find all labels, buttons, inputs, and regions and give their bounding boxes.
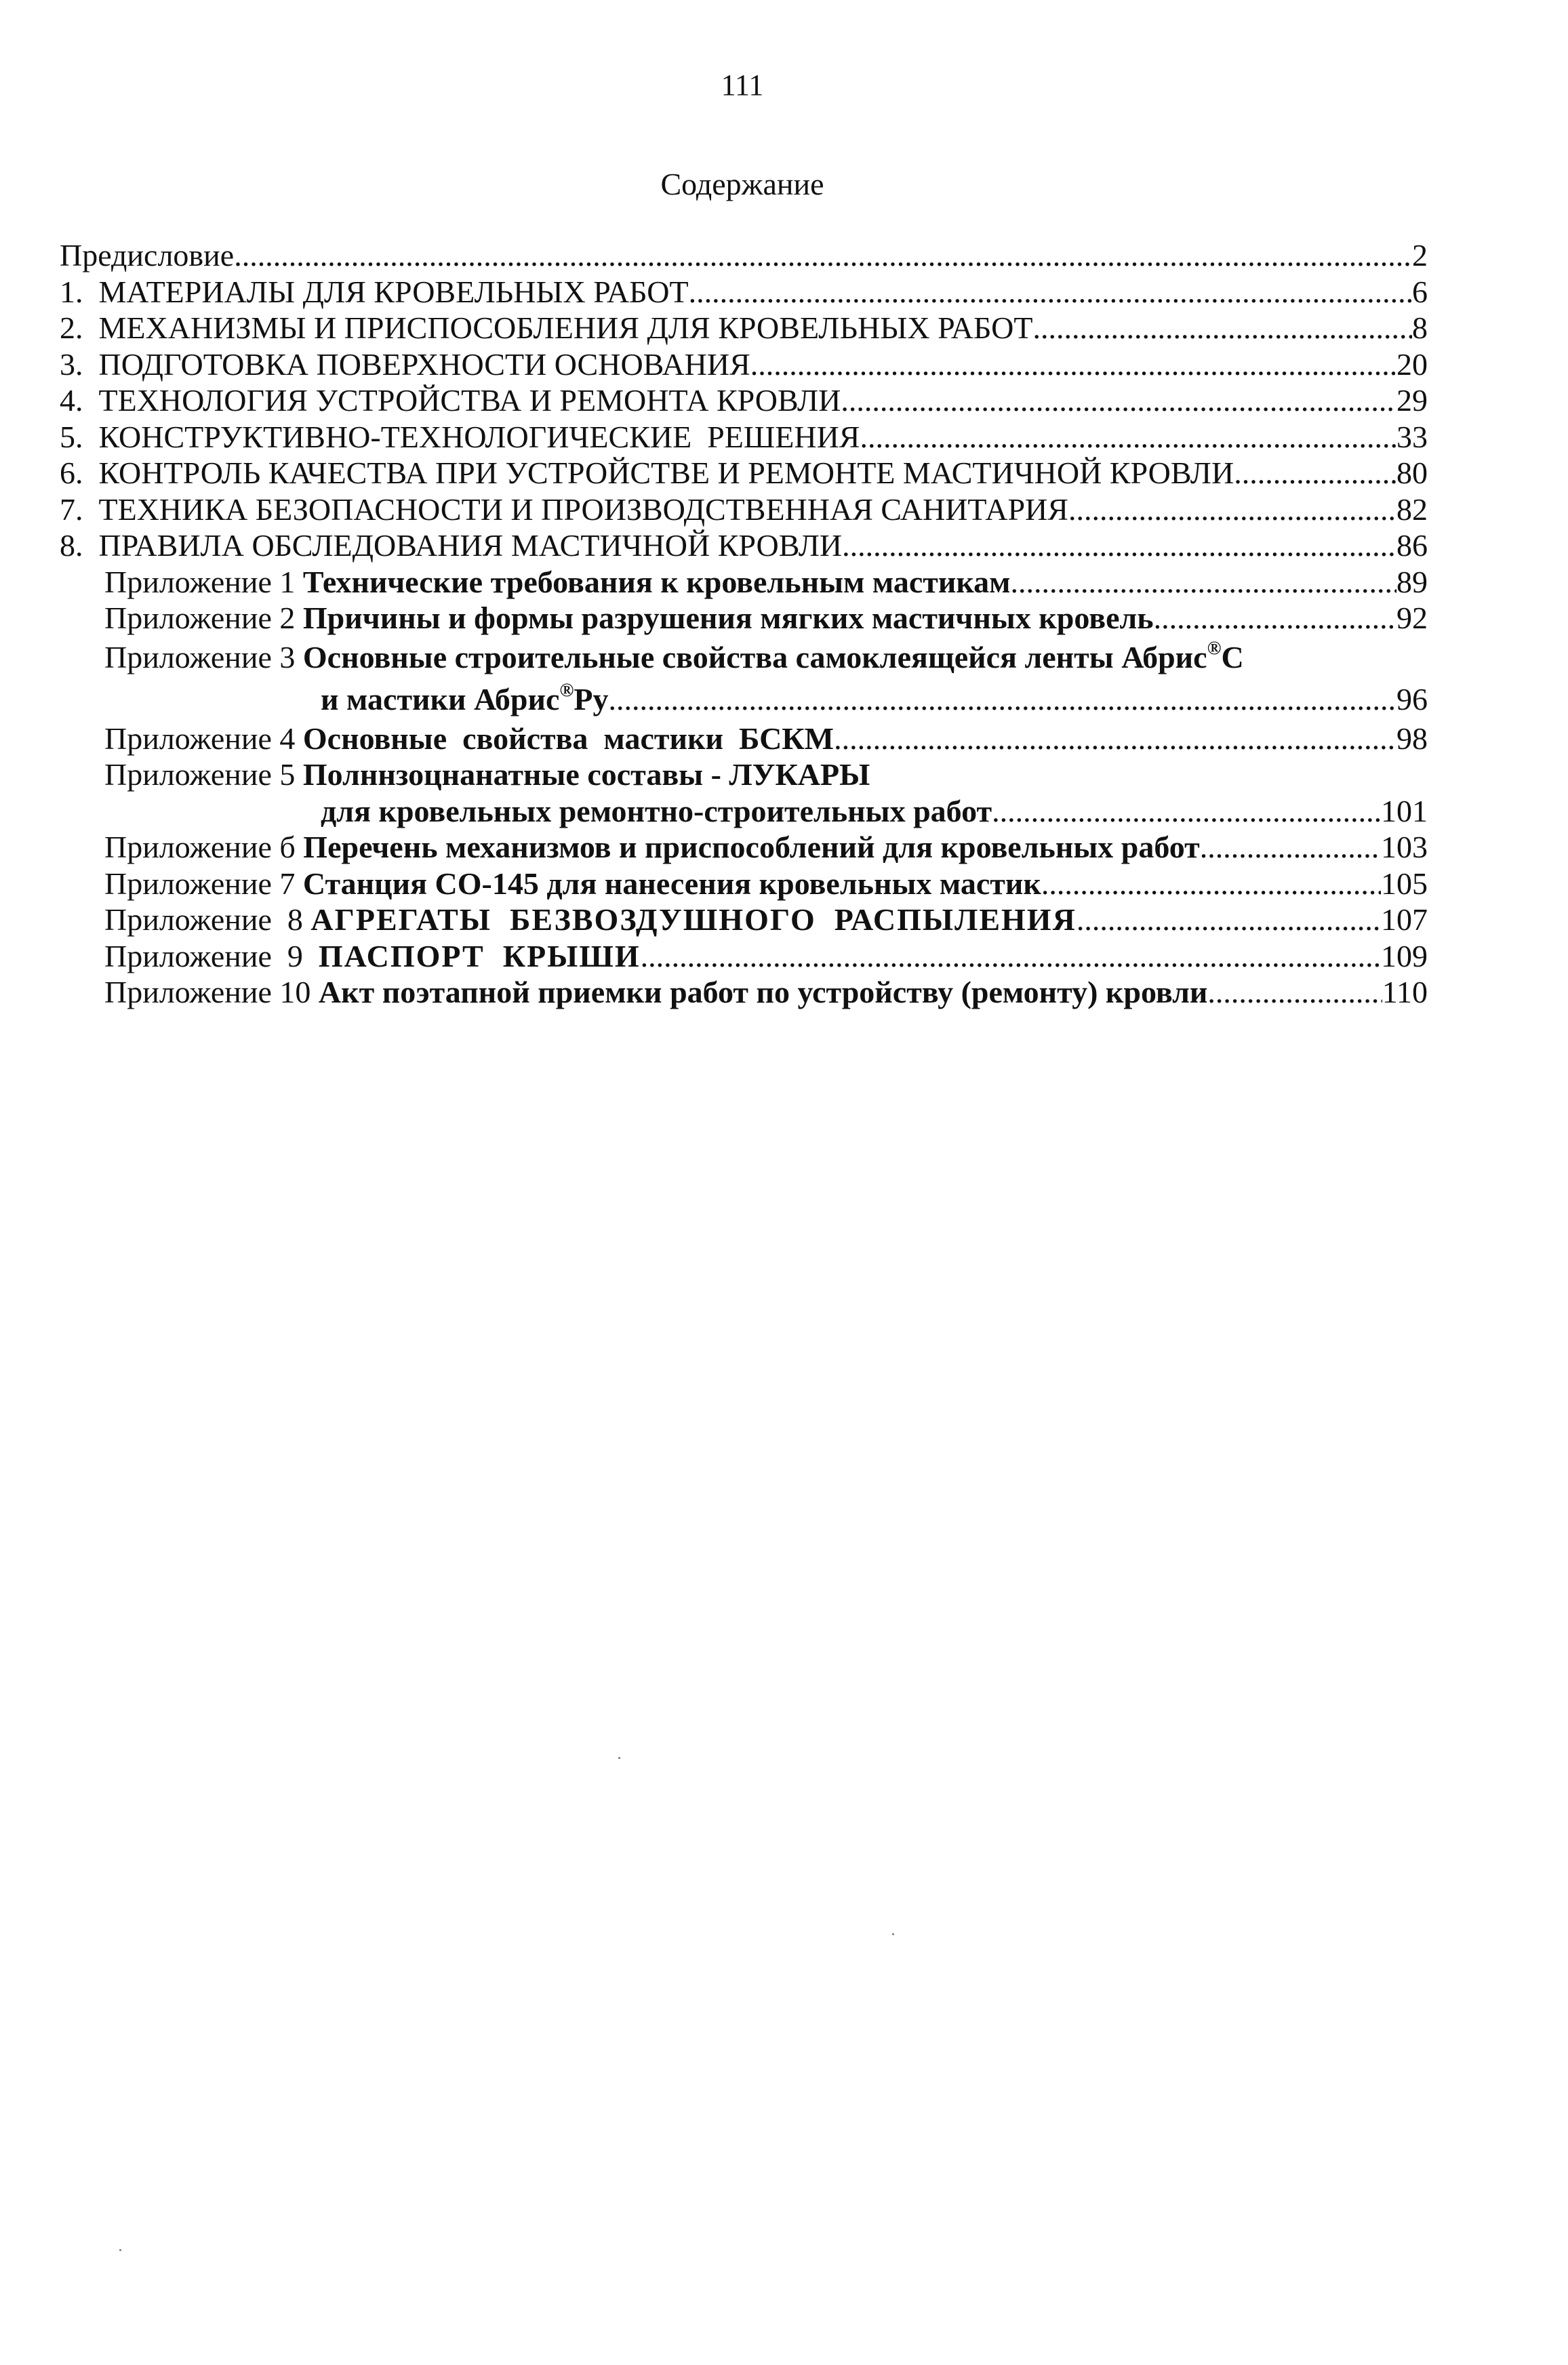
dot-leader	[1032, 310, 1412, 346]
dot-leader	[689, 274, 1412, 310]
appendix-title: Основные свойства мастики БСКМ	[302, 721, 835, 756]
toc-entry-label: ПОДГОТОВКА ПОВЕРХНОСТИ ОСНОВАНИЯ	[98, 346, 750, 382]
table-of-contents	[60, 237, 1428, 1011]
toc-entry-page: 101	[1381, 793, 1428, 828]
toc-entry-section-7[interactable]	[60, 491, 1428, 528]
toc-entry-appendix-8[interactable]	[60, 902, 1428, 938]
toc-entry-section-6[interactable]	[60, 455, 1428, 491]
toc-entry-label: Предисловие	[60, 238, 235, 272]
toc-entry-page: 20	[1396, 346, 1428, 382]
toc-entry-section-3[interactable]	[60, 346, 1428, 383]
toc-entry-section-2[interactable]	[60, 310, 1428, 346]
toc-entry-page: 110	[1382, 975, 1428, 1009]
toc-entry-label: ТЕХНОЛОГИЯ УСТРОЙСТВА И РЕМОНТА КРОВЛИ	[98, 383, 841, 418]
scan-speck	[892, 1933, 894, 1935]
dot-leader	[234, 237, 1412, 274]
appendix-prefix: Приложение 4	[104, 721, 296, 756]
toc-entry-page: 107	[1381, 902, 1428, 937]
dot-leader	[1154, 600, 1396, 636]
toc-entry-appendix-6[interactable]	[60, 829, 1428, 866]
appendix-title	[303, 636, 1244, 679]
dot-leader	[842, 527, 1396, 564]
page-title: Содержание	[660, 167, 824, 201]
scan-speck	[618, 1757, 620, 1759]
appendix-prefix: Приложение 10	[104, 975, 311, 1009]
dot-leader	[1200, 829, 1381, 866]
toc-entry-section-8[interactable]	[60, 527, 1428, 564]
appendix-prefix: Приложение 3	[104, 639, 296, 674]
dot-leader	[841, 382, 1396, 419]
section-number: 8.	[60, 528, 83, 563]
dot-leader	[1041, 866, 1381, 902]
toc-entry-page: 29	[1396, 383, 1428, 418]
toc-entry-appendix-5-cont[interactable]	[60, 793, 1428, 830]
toc-entry-label: МАТЕРИАЛЫ ДЛЯ КРОВЕЛЬНЫХ РАБОТ	[98, 274, 689, 309]
appendix-prefix: Приложение 5	[104, 757, 296, 792]
toc-entry-page: 33	[1396, 419, 1428, 454]
appendix-title-part: С	[1221, 639, 1244, 674]
dot-leader	[1068, 491, 1396, 528]
appendix-prefix: Приложение 2	[104, 601, 296, 635]
toc-entry-label: КОНСТРУКТИВНО-ТЕХНОЛОГИЧЕСКИЕ РЕШЕНИЯ	[98, 419, 860, 454]
dot-leader	[641, 938, 1381, 975]
toc-entry-preface[interactable]	[60, 237, 1428, 274]
appendix-title	[321, 679, 608, 721]
appendix-prefix: Приложение 8	[104, 902, 303, 937]
section-number: 5.	[60, 419, 83, 454]
dot-leader	[608, 679, 1396, 721]
toc-entry-page: 89	[1396, 564, 1428, 599]
toc-entry-page: 103	[1381, 830, 1428, 864]
appendix-title: Полннзоцнанатные составы - ЛУКАРЫ	[302, 757, 870, 792]
page-number: 111	[721, 68, 764, 102]
toc-entry-page: 86	[1396, 528, 1428, 563]
toc-entry-appendix-1[interactable]	[60, 564, 1428, 601]
appendix-title: Перечень механизмов и приспособлений для кровельных работ	[303, 830, 1200, 864]
toc-entry-page: 98	[1396, 721, 1428, 756]
toc-entry-appendix-5[interactable]	[60, 756, 1428, 793]
appendix-prefix: Приложение 7	[104, 866, 296, 901]
appendix-title: АГРЕГАТЫ БЕЗВОЗДУШНОГО РАСПЫЛЕНИЯ	[310, 902, 1077, 937]
appendix-title: Акт поэтапной приемки работ по устройству (ремонту) кровли	[318, 975, 1208, 1009]
appendix-title: ПАСПОРТ КРЫШИ	[318, 938, 641, 973]
dot-leader	[750, 346, 1396, 383]
section-number: 7.	[60, 491, 83, 527]
dot-leader	[834, 721, 1396, 757]
toc-entry-section-4[interactable]	[60, 382, 1428, 419]
dot-leader	[860, 419, 1396, 456]
appendix-title-part: Ру	[574, 681, 609, 716]
dot-leader	[1011, 564, 1397, 601]
dot-leader	[1207, 974, 1382, 1011]
dot-leader	[1077, 902, 1381, 938]
toc-entry-label: МЕХАНИЗМЫ И ПРИСПОСОБЛЕНИЯ ДЛЯ КРОВЕЛЬНЫХ РАБОТ	[98, 310, 1033, 345]
toc-entry-appendix-10[interactable]	[60, 974, 1428, 1011]
toc-entry-page: 6	[1412, 274, 1428, 309]
toc-entry-page: 109	[1381, 938, 1428, 973]
toc-entry-appendix-4[interactable]	[60, 721, 1428, 757]
toc-entry-appendix-3[interactable]	[60, 636, 1428, 679]
toc-entry-appendix-9[interactable]	[60, 938, 1428, 975]
appendix-title: Технические требования к кровельным мастикам	[302, 564, 1011, 599]
section-number: 6.	[60, 456, 83, 490]
toc-entry-page: 82	[1396, 491, 1428, 527]
appendix-title: Станция СО-145 для нанесения кровельных мастик	[302, 866, 1041, 901]
toc-entry-section-5[interactable]	[60, 419, 1428, 456]
appendix-prefix: Приложение 9	[104, 938, 303, 973]
toc-entry-appendix-3-cont[interactable]	[60, 679, 1428, 721]
appendix-prefix: Приложение б	[104, 830, 296, 864]
toc-entry-page: 8	[1412, 310, 1428, 345]
dot-leader	[992, 793, 1381, 830]
toc-entry-label: ТЕХНИКА БЕЗОПАСНОСТИ И ПРОИЗВОДСТВЕННАЯ САНИТАРИЯ	[98, 491, 1068, 527]
section-number: 1.	[60, 274, 83, 309]
section-number: 2.	[60, 310, 83, 345]
toc-entry-page: 92	[1396, 601, 1428, 635]
appendix-prefix: Приложение 1	[104, 564, 296, 599]
toc-entry-page: 96	[1396, 681, 1428, 716]
registered-mark: ®	[1207, 637, 1222, 659]
toc-entry-appendix-2[interactable]	[60, 600, 1428, 636]
appendix-title-part: и мастики Абрис	[321, 681, 560, 716]
toc-entry-page: 2	[1412, 238, 1428, 272]
toc-entry-appendix-7[interactable]	[60, 866, 1428, 902]
appendix-title: Причины и формы разрушения мягких мастичных кровель	[302, 601, 1154, 635]
section-number: 4.	[60, 383, 83, 418]
toc-entry-page: 105	[1381, 866, 1428, 901]
scan-speck	[119, 2249, 121, 2251]
toc-entry-section-1[interactable]	[60, 274, 1428, 310]
appendix-title: для кровельных ремонтно-строительных работ	[321, 793, 992, 828]
section-number: 3.	[60, 346, 83, 382]
toc-entry-page: 80	[1396, 456, 1428, 490]
appendix-title-part: Основные строительные свойства самоклеящейся ленты Абрис	[302, 639, 1207, 674]
registered-mark: ®	[559, 679, 574, 701]
dot-leader	[1234, 455, 1396, 491]
toc-entry-label: КОНТРОЛЬ КАЧЕСТВА ПРИ УСТРОЙСТВЕ И РЕМОНТЕ МАСТИЧНОЙ КРОВЛИ	[98, 456, 1234, 490]
toc-entry-label: ПРАВИЛА ОБСЛЕДОВАНИЯ МАСТИЧНОЙ КРОВЛИ	[98, 528, 843, 563]
